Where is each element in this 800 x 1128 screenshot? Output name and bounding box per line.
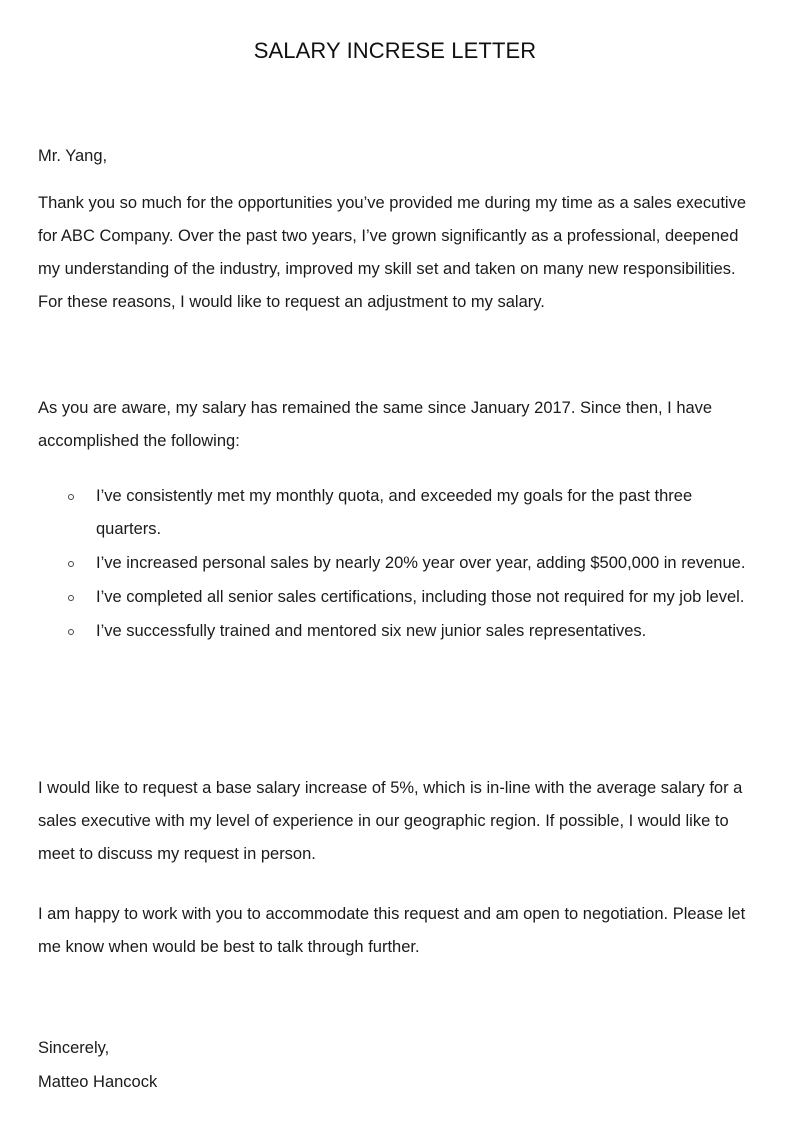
hollow-circle-bullet-icon xyxy=(68,494,74,500)
list-item xyxy=(38,547,758,580)
list-item xyxy=(38,480,758,546)
list-item xyxy=(38,615,758,648)
list-item-text: I’ve increased personal sales by nearly 20% year over year, adding $500,000 in revenue. xyxy=(96,554,746,572)
list-item xyxy=(38,581,758,614)
list-item-text: I’ve successfully trained and mentored six new junior sales representatives. xyxy=(96,622,647,640)
list-item-text: I’ve consistently met my monthly quota, and exceeded my goals for the past three quarters. xyxy=(96,487,693,538)
signature-name: Matteo Hancock xyxy=(38,1073,158,1091)
paragraph-intro: Thank you so much for the opportunities you’ve provided me during my time as a sales executive for ABC Company. Over the past two years, I’ve grown significantly as a professional, deepened my understanding of the industry, improved my skill set and taken on many new responsibilities. For these reasons, I would like to request an adjustment to my salary. xyxy=(38,194,747,311)
list-item-text: I’ve completed all senior sales certifications, including those not required for my job level. xyxy=(96,588,745,606)
accomplishments-list xyxy=(38,480,758,649)
hollow-circle-bullet-icon xyxy=(68,595,74,601)
paragraph-accomplishments-intro: As you are aware, my salary has remained the same since January 2017. Since then, I have accomplished the following: xyxy=(38,399,713,450)
paragraph-negotiation: I am happy to work with you to accommodate this request and am open to negotiation. Please let me know when would be best to talk through further. xyxy=(38,905,746,956)
letter-title: SALARY INCRESE LETTER xyxy=(253,38,537,63)
paragraph-request: I would like to request a base salary increase of 5%, which is in-line with the average salary for a sales executive with my level of experience in our geographic region. If possible, I would like to meet to discuss my request in person. xyxy=(38,779,743,863)
hollow-circle-bullet-icon xyxy=(68,561,74,567)
hollow-circle-bullet-icon xyxy=(68,629,74,635)
closing: Sincerely, xyxy=(38,1039,110,1057)
salutation: Mr. Yang, xyxy=(38,147,108,165)
